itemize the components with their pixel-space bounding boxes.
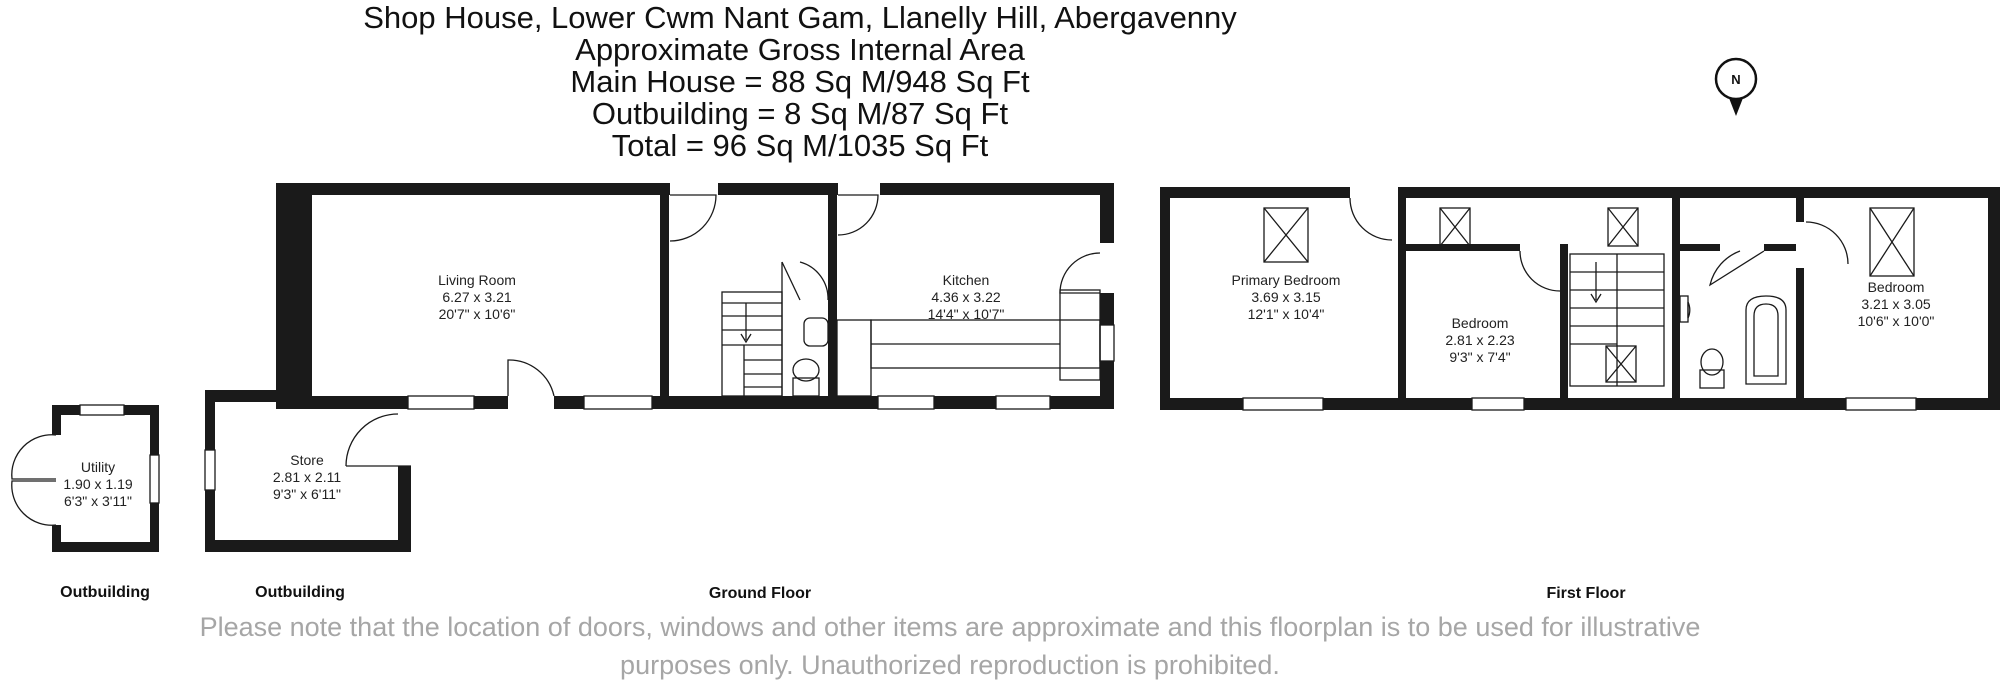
- room-primary-bedroom: [1232, 272, 1341, 322]
- floor-label-ground: Ground Floor: [708, 585, 812, 602]
- outbuilding-area: Outbuilding = 8 Sq M/87 Sq Ft: [591, 96, 1009, 131]
- floor-label-outbuilding-store: Outbuilding: [255, 584, 345, 601]
- room-imperial: 9'3" x 7'4": [1449, 349, 1511, 365]
- room-living-room: [438, 272, 516, 322]
- room-imperial: 10'6" x 10'0": [1857, 313, 1935, 329]
- room-metric: 2.81 x 2.23: [1445, 332, 1515, 348]
- room-imperial: 6'3" x 3'11": [64, 493, 132, 509]
- room-name: Bedroom: [1867, 279, 1925, 295]
- room-name: Store: [290, 452, 324, 468]
- room-metric: 2.81 x 2.11: [272, 469, 342, 485]
- disclaimer-text: [100, 608, 1800, 684]
- room-name: Primary Bedroom: [1231, 272, 1341, 288]
- room-imperial: 14'4" x 10'7": [927, 306, 1005, 322]
- room-name: Utility: [80, 459, 116, 475]
- room-metric: 3.21 x 3.05: [1861, 296, 1931, 312]
- room-imperial: 9'3" x 6'11": [273, 486, 341, 502]
- floor-label-outbuilding-utility: Outbuilding: [60, 584, 150, 601]
- room-metric: 3.69 x 3.15: [1251, 289, 1321, 305]
- total-area: Total = 96 Sq M/1035 Sq Ft: [611, 128, 989, 163]
- area-title: Approximate Gross Internal Area: [575, 32, 1025, 67]
- disclaimer-line: purposes only. Unauthorized reproduction is prohibited.: [620, 650, 1280, 680]
- property-address: Shop House, Lower Cwm Nant Gam, Llanelly Hill, Abergavenny: [363, 0, 1237, 35]
- room-metric: 4.36 x 3.22: [931, 289, 1001, 305]
- room-bedroom-2: [1445, 315, 1514, 365]
- north-compass-icon: [1716, 59, 1756, 116]
- room-utility: [63, 459, 132, 509]
- room-name: Bedroom: [1451, 315, 1509, 331]
- disclaimer-line: Please note that the location of doors, windows and other items are approximate and this floorplan is to be used for illustrative: [199, 612, 1701, 642]
- room-imperial: 12'1" x 10'4": [1247, 306, 1325, 322]
- room-name: Living Room: [438, 272, 516, 288]
- room-kitchen: [928, 272, 1005, 322]
- room-bedroom-3: [1858, 279, 1935, 329]
- room-store: [273, 452, 341, 502]
- north-letter: N: [1731, 72, 1741, 87]
- room-imperial: 20'7" x 10'6": [438, 306, 516, 322]
- floor-label-first: First Floor: [1546, 585, 1626, 602]
- main-house-area: Main House = 88 Sq M/948 Sq Ft: [570, 64, 1030, 99]
- room-metric: 6.27 x 3.21: [442, 289, 512, 305]
- room-name: Kitchen: [942, 272, 990, 288]
- room-metric: 1.90 x 1.19: [63, 476, 133, 492]
